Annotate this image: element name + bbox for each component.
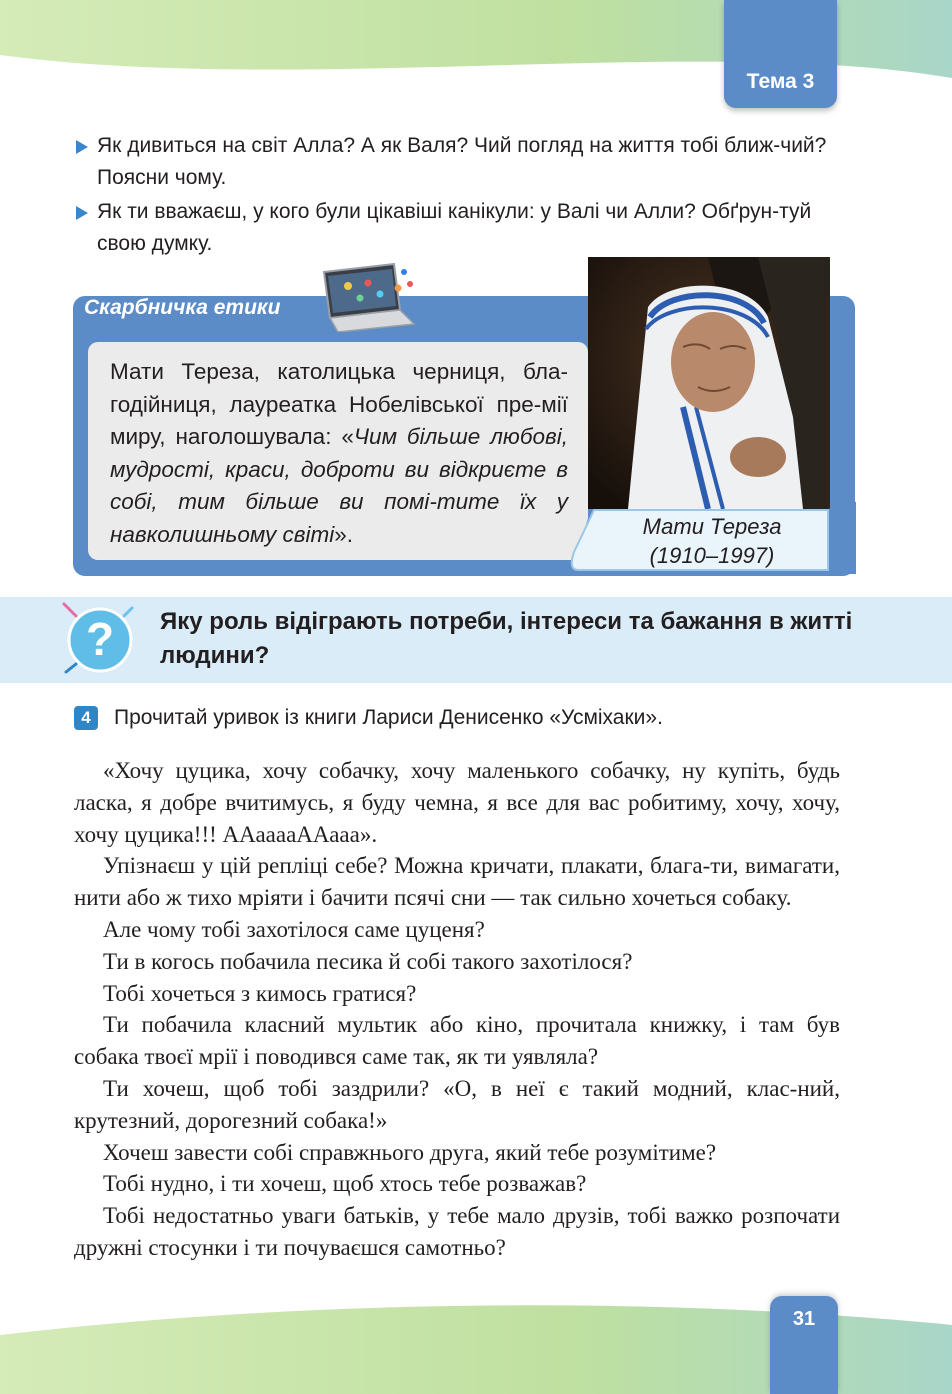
- story-paragraph: «Хочу цуцика, хочу собачку, хочу маленького собачку, ну купіть, будь ласка, я добре вчитимусь, я буду чемна, я все для вас робитиму, хочу, хочу, хочу цуцика!!! ААаааaААааа».: [74, 758, 840, 847]
- story-paragraph: Але чому тобі захотілося саме цуценя?: [103, 916, 485, 942]
- story-paragraph: Тобі недостатньо уваги батьків, у тебе мало друзів, тобі важко розпочати дружні стосунки і ти почуваєшся самотньо?: [74, 1203, 840, 1260]
- question-list: [74, 130, 844, 262]
- quote-italic: Чим більше любові, мудрості, краси, доброти ви відкриєте в собі, тим більше ви помі-тите їх у навколишньому світі: [110, 424, 568, 547]
- task-number-badge: 4: [74, 706, 98, 730]
- bullet-triangle-icon: [76, 206, 88, 220]
- svg-text:?: ?: [85, 613, 115, 665]
- page-number: 31: [770, 1296, 838, 1394]
- story-paragraph: Тобі хочеться з кимось гратися?: [103, 980, 417, 1006]
- section-question-title: Яку роль відіграють потреби, інтереси та бажання в житті людини?: [160, 608, 853, 669]
- photo-caption: [612, 512, 812, 570]
- question-text: Як дивиться на світ Алла? А як Валя? Чий погляд на життя тобі ближ-чий? Поясни чому.: [97, 134, 827, 189]
- list-item: [74, 130, 844, 194]
- story-paragraph: Тобі нудно, і ти хочеш, щоб хтось тебе розважав?: [103, 1171, 587, 1197]
- question-mark-icon: [60, 600, 140, 680]
- topic-tab: Тема 3: [724, 0, 837, 108]
- caption-name: Мати Тереза: [642, 514, 782, 539]
- laptop-icon: [316, 258, 416, 332]
- question-text: Як ти вважаєш, у кого були цікавіші канікули: у Валі чи Алли? Обґрун-туй свою думку.: [97, 200, 812, 255]
- caption-years: (1910–1997): [649, 543, 775, 568]
- story-paragraph: Упізнаєш у цій репліці себе? Можна кричати, плакати, блага-ти, вимагати, нити або ж тихо мріяти і бачити псячі сни — так сильно хочеться собаку.: [74, 853, 840, 911]
- list-item: [74, 196, 844, 260]
- bullet-triangle-icon: [76, 140, 88, 154]
- ethics-box-title: Скарбничка етики: [84, 296, 281, 319]
- story-paragraph: Ти побачила класний мультик або кіно, прочитала книжку, і там був собака твоєї мрії і поводився саме так, як ти уявляла?: [74, 1012, 840, 1070]
- story-excerpt: [74, 755, 840, 1264]
- ethics-quote: Мати Тереза, католицька черниця, бла-годійниця, лауреатка Нобелівської пре-мії миру, наголошувала: «Чим більше любові, мудрості, краси, доброти ви відкриєте в собі, тим більше ви помі-тите їх у навколишньому світі».: [110, 359, 568, 547]
- photo-mother-teresa: [588, 257, 830, 509]
- task-instruction: Прочитай уривок із книги Лариси Денисенко «Усміхаки».: [114, 706, 663, 729]
- story-paragraph: Ти в когось побачила песика й собі такого захотілося?: [103, 948, 633, 974]
- story-paragraph: Ти хочеш, щоб тобі заздрили? «О, в неї є такий модний, клас-ний, крутезний, дорогезний собака!»: [74, 1075, 840, 1133]
- story-paragraph: Хочеш завести собі справжнього друга, який тебе розумітиме?: [103, 1139, 717, 1165]
